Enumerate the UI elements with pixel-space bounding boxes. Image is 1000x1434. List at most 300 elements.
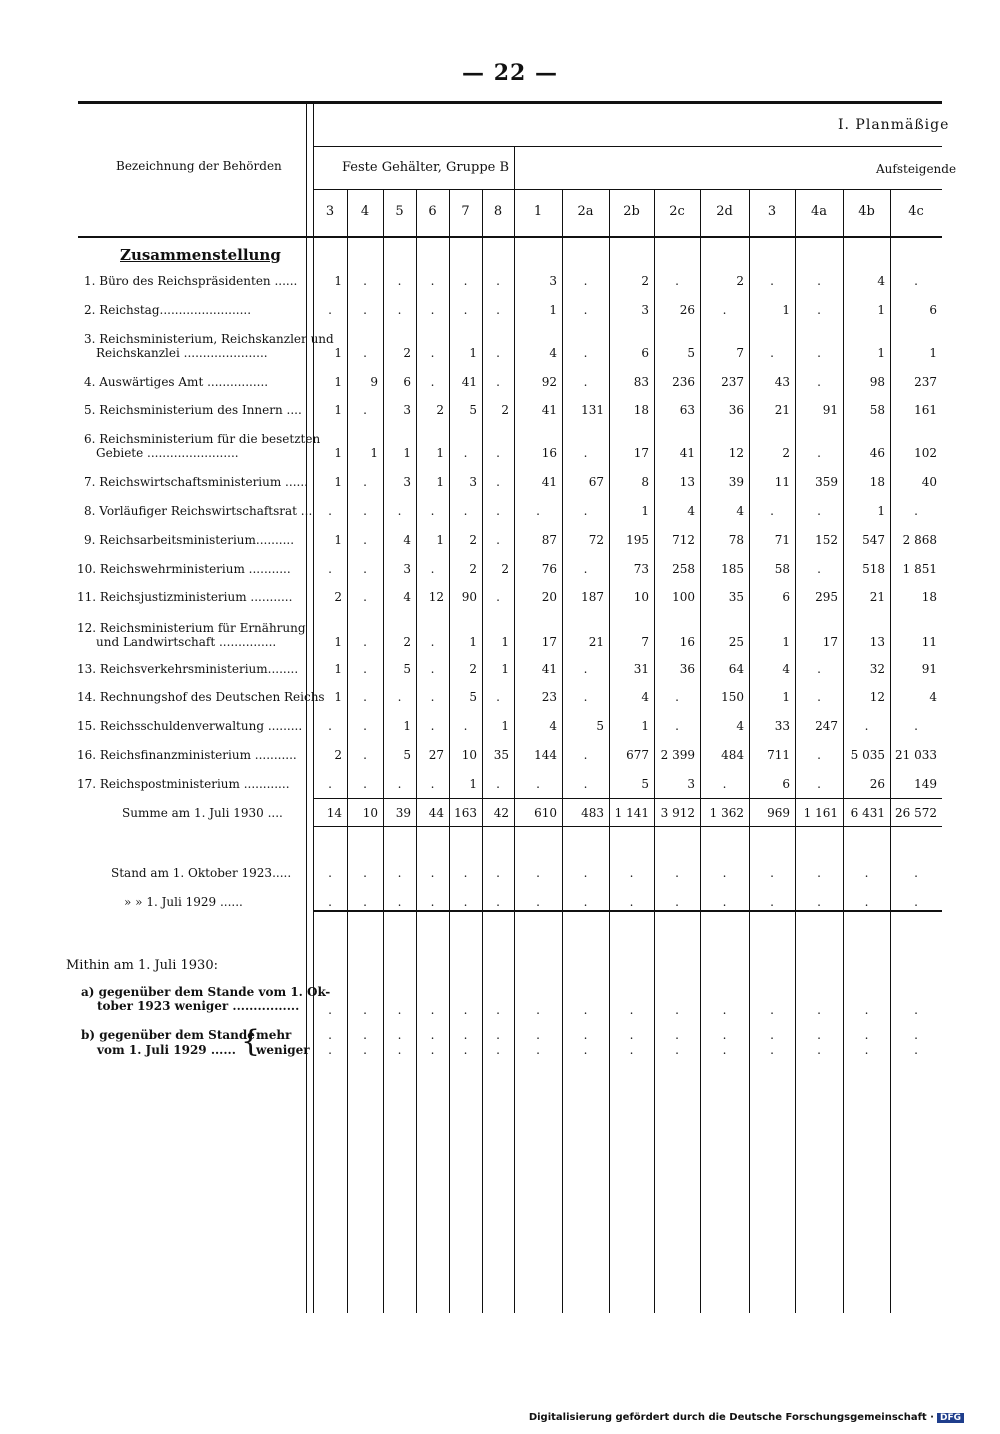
mithin-b-mehr-row-cell: . (864, 1028, 869, 1042)
stand-1929-row-cell: . (363, 895, 367, 909)
table-row-cell: 87 (541, 533, 557, 547)
stand-1929-row-cell: . (496, 895, 500, 909)
mithin-b-mehr-row-cell: . (397, 1028, 402, 1042)
table-row-cell: 1 (334, 375, 342, 389)
summe-row-cell: 6 431 (850, 806, 885, 820)
table-row-cell: 25 (728, 635, 744, 649)
table-row-cell: 6 (641, 346, 649, 360)
table-row-cell: 2 399 (660, 748, 695, 762)
table-row-cell: 152 (815, 533, 838, 547)
table-row-cell: . (430, 274, 435, 288)
table-row-cell: 21 033 (895, 748, 937, 762)
table-row-cell: . (496, 446, 500, 460)
table-row-cell: . (328, 562, 332, 576)
column-header: 3 (767, 204, 777, 219)
table-row-cell: . (583, 274, 588, 288)
mithin-a-row-cell: . (328, 1003, 332, 1017)
table-row-cell: . (363, 562, 367, 576)
table-row-cell: . (363, 748, 367, 762)
stand-1923-row-cell: . (363, 866, 367, 880)
table-row-cell: . (583, 346, 588, 360)
table-row-cell: . (397, 274, 402, 288)
table-row-cell: 16 (679, 635, 695, 649)
stand-1929-row-cell: . (675, 895, 679, 909)
column-header: 1 (533, 204, 543, 219)
table-row-cell: 7 (736, 346, 744, 360)
table-row-cell: 295 (815, 590, 838, 604)
column-header: 4a (810, 204, 828, 219)
table-row-cell: . (363, 274, 367, 288)
table-row-cell: . (817, 274, 821, 288)
table-row-cell: 41 (541, 403, 557, 417)
table-row-cell: 2 (782, 446, 790, 460)
table-row-cell: 41 (541, 475, 557, 489)
column-header: 2d (716, 204, 733, 219)
row-label: 4. Auswärtiges Amt ................ (84, 375, 269, 389)
summe-row-cell: 10 (362, 806, 378, 820)
stand-1923-row-cell: . (817, 866, 821, 880)
table-row-cell: . (363, 590, 367, 604)
table-row-cell: . (430, 662, 435, 676)
header-rule-1 (313, 146, 942, 147)
stand-1923-row-cell: . (722, 866, 727, 880)
table-row-cell: 27 (428, 748, 444, 762)
stand-1923-label: Stand am 1. Oktober 1923..... (111, 866, 292, 880)
mithin-a-label-2: tober 1923 weniger ................ (97, 999, 300, 1013)
label-column-header: Bezeichnung der Behörden (116, 159, 282, 173)
mithin-b-weniger-row-cell: . (536, 1043, 540, 1057)
table-row-cell: . (363, 635, 367, 649)
table-row-cell: 547 (862, 533, 885, 547)
mithin-a-row-cell: . (914, 1003, 918, 1017)
mithin-a-row-cell: . (864, 1003, 869, 1017)
table-row-cell: 161 (914, 403, 937, 417)
table-row-cell: 5 (596, 719, 604, 733)
header-rule-2 (313, 189, 942, 190)
table-row-cell: 4 (549, 719, 557, 733)
table-row-cell: 144 (534, 748, 557, 762)
mithin-a-row-cell: . (430, 1003, 435, 1017)
table-row-cell: 21 (774, 403, 790, 417)
table-row-cell: 1 851 (902, 562, 937, 576)
stand-1923-row-cell: . (397, 866, 402, 880)
table-row-cell: 1 (436, 533, 444, 547)
row-label: 10. Reichswehrministerium ........... (77, 562, 291, 576)
table-row-cell: . (914, 274, 918, 288)
row-label: 1. Büro des Reichspräsidenten ...... (84, 274, 298, 288)
table-row-cell: 185 (721, 562, 744, 576)
table-row-cell: . (430, 346, 435, 360)
table-row-cell: . (430, 303, 435, 317)
table-row-cell: 11 (774, 475, 790, 489)
table-row-cell: . (496, 375, 500, 389)
table-row-cell: 2 (403, 635, 411, 649)
table-row-cell: 9 (370, 375, 378, 389)
mithin-b-label-2: vom 1. Juli 1929 ...... (97, 1043, 236, 1057)
table-row-cell: 1 (782, 303, 790, 317)
table-row-cell: 131 (581, 403, 604, 417)
table-row-cell: 3 (687, 777, 695, 791)
table-row-cell: 1 (641, 719, 649, 733)
table-row-cell: 4 (641, 690, 649, 704)
table-row-cell: 2 (469, 662, 477, 676)
table-row-cell: 237 (914, 375, 937, 389)
column-header: 4 (360, 204, 370, 219)
stand-1923-row-cell: . (583, 866, 588, 880)
mithin-a-row-cell: . (629, 1003, 634, 1017)
stand-1929-row-cell: . (397, 895, 402, 909)
mithin-b-mehr-row-cell: . (536, 1028, 540, 1042)
stand-1923-row-cell: . (430, 866, 435, 880)
mithin-b-weniger-row-cell: . (722, 1043, 727, 1057)
mithin-a-row-cell: . (583, 1003, 588, 1017)
stand-1923-row-cell: . (536, 866, 540, 880)
zusammenstellung-title: Zusammenstellung (120, 246, 281, 264)
column-header: 3 (325, 204, 335, 219)
table-row-cell: 187 (581, 590, 604, 604)
column-header: 4c (908, 204, 924, 219)
row-label: 5. Reichsministerium des Innern .... (84, 403, 302, 417)
mithin-b-weniger-row-cell: . (817, 1043, 821, 1057)
header-bottom-rule (78, 236, 942, 238)
table-row-cell: 1 (334, 403, 342, 417)
table-row-cell: 17 (541, 635, 557, 649)
table-row-cell: 76 (541, 562, 557, 576)
table-row-cell: 21 (869, 590, 885, 604)
summe-row-cell: 39 (395, 806, 411, 820)
table-row-cell: . (722, 303, 727, 317)
table-row-cell: 1 (782, 690, 790, 704)
table-row-cell: . (363, 690, 367, 704)
table-row-cell: 21 (588, 635, 604, 649)
table-row-cell: 13 (679, 475, 695, 489)
summe-row-cell: 14 (326, 806, 342, 820)
table-row-cell: . (328, 777, 332, 791)
table-row-cell: 1 (501, 719, 509, 733)
mithin-b-mehr-row-cell: . (914, 1028, 918, 1042)
table-row-cell: 2 (403, 346, 411, 360)
table-row-cell: 35 (493, 748, 509, 762)
summe-row-cell: 1 161 (803, 806, 838, 820)
table-row-cell: . (583, 662, 588, 676)
mithin-a-label-1: a) gegenüber dem Stande vom 1. Ok- (81, 985, 331, 999)
stand-1929-row-cell: . (536, 895, 540, 909)
stand-1929-row-cell: . (629, 895, 634, 909)
table-row-cell: 5 (641, 777, 649, 791)
mithin-b-weniger: weniger (256, 1043, 310, 1057)
table-row-cell: . (817, 375, 821, 389)
table-row-cell: . (675, 274, 679, 288)
table-row-cell: 6 (782, 590, 790, 604)
table-row-cell: . (583, 748, 588, 762)
table-row-cell: 4 (877, 274, 885, 288)
table-row-cell: 12 (869, 690, 885, 704)
table-row-cell: 83 (633, 375, 649, 389)
table-row-cell: 1 (334, 346, 342, 360)
table-row-cell: 31 (633, 662, 649, 676)
table-row-cell: . (817, 748, 821, 762)
table-row-cell: . (363, 662, 367, 676)
mithin-a-row-cell: . (722, 1003, 727, 1017)
mithin-a-row-cell: . (536, 1003, 540, 1017)
mithin-title: Mithin am 1. Juli 1930: (66, 958, 218, 973)
table-row-cell: 3 (403, 403, 411, 417)
group-rising-header: Aufsteigende (876, 162, 957, 176)
summe-row-cell: 3 912 (660, 806, 695, 820)
table-row-cell: 17 (633, 446, 649, 460)
table-row-cell: . (817, 562, 821, 576)
summe-row-cell: 1 141 (614, 806, 649, 820)
table-row-cell: 247 (815, 719, 838, 733)
table-row-cell: . (496, 690, 500, 704)
table-row-cell: . (397, 504, 402, 518)
row-label: 3. Reichsministerium, Reichskanzler und (84, 332, 334, 346)
column-header: 7 (461, 204, 470, 219)
table-row-cell: 2 (736, 274, 744, 288)
table-row-cell: 4 (403, 590, 411, 604)
table-row-cell: 1 (403, 719, 411, 733)
mithin-a-row-cell: . (817, 1003, 821, 1017)
row-label: 13. Reichsverkehrsministerium........ (77, 662, 299, 676)
table-row-cell: 4 (736, 719, 744, 733)
row-label: 8. Vorläufiger Reichswirtschaftsrat ... (84, 504, 313, 518)
table-row-cell: 6 (782, 777, 790, 791)
table-row-cell: 2 (469, 562, 477, 576)
table-row-cell: . (363, 777, 367, 791)
mithin-b-weniger-row-cell: . (864, 1043, 869, 1057)
table-row-cell: . (463, 719, 468, 733)
table-row-cell: 102 (914, 446, 937, 460)
table-row-cell: . (675, 690, 679, 704)
stand-1929-row-cell: . (722, 895, 727, 909)
mithin-b-weniger-row-cell: . (629, 1043, 634, 1057)
summe-bottom-rule (313, 826, 942, 827)
mithin-b-weniger-row-cell: . (397, 1043, 402, 1057)
summe-row-cell: 42 (493, 806, 509, 820)
table-row-cell: 195 (626, 533, 649, 547)
table-row-cell: 11 (921, 635, 937, 649)
table-row-cell: . (430, 719, 435, 733)
table-row-cell: 23 (541, 690, 557, 704)
table-row-cell: . (583, 375, 588, 389)
table-row-cell: 17 (822, 635, 838, 649)
table-row-cell: 67 (588, 475, 604, 489)
table-row-cell: . (463, 274, 468, 288)
table-row-cell: 2 (641, 274, 649, 288)
table-row-cell: 26 (679, 303, 695, 317)
stand-1929-row-cell: . (770, 895, 774, 909)
table-row-cell: 46 (869, 446, 885, 460)
table-row-cell: 1 (877, 346, 885, 360)
table-row-cell: 1 (334, 533, 342, 547)
column-header: 2a (577, 204, 594, 219)
table-row-cell: . (430, 504, 435, 518)
mithin-b-weniger-row-cell: . (463, 1043, 468, 1057)
row-label: und Landwirtschaft ............... (96, 635, 277, 649)
table-row-cell: 41 (541, 662, 557, 676)
table-row-cell: 484 (721, 748, 744, 762)
table-row-cell: 2 868 (902, 533, 937, 547)
mithin-b-mehr-row-cell: . (675, 1028, 679, 1042)
table-row-cell: . (914, 719, 918, 733)
table-row-cell: . (536, 777, 540, 791)
table-row-cell: . (770, 504, 774, 518)
stand-1923-row-cell: . (914, 866, 918, 880)
stand-1923-row-cell: . (463, 866, 468, 880)
table-row-cell: 1 (370, 446, 378, 460)
table-row-cell: 43 (774, 375, 790, 389)
table-row-cell: 18 (921, 590, 937, 604)
table-row-cell: 1 (501, 635, 509, 649)
table-row-cell: 40 (921, 475, 937, 489)
table-row-cell: 4 (687, 504, 695, 518)
top-rule (78, 101, 942, 104)
table-row-cell: 711 (767, 748, 790, 762)
summe-row-cell: 44 (428, 806, 444, 820)
table-row-cell: 71 (774, 533, 790, 547)
table-row-cell: 63 (679, 403, 695, 417)
table-row-cell: 1 (334, 446, 342, 460)
table-row-cell: . (397, 303, 402, 317)
row-label: 15. Reichsschuldenverwaltung ......... (77, 719, 303, 733)
mithin-b-mehr-row-cell: . (770, 1028, 774, 1042)
table-row-cell: 4 (549, 346, 557, 360)
mithin-b-weniger-row-cell: . (430, 1043, 435, 1057)
table-row-cell: . (496, 504, 500, 518)
table-row-cell: . (397, 777, 402, 791)
table-row-cell: 2 (334, 590, 342, 604)
mithin-b-mehr-row-cell: . (363, 1028, 367, 1042)
stand-1929-row-cell: . (914, 895, 918, 909)
table-row-cell: . (496, 475, 500, 489)
table-row-cell: 7 (641, 635, 649, 649)
column-header: 2b (623, 204, 640, 219)
table-row-cell: 3 (403, 562, 411, 576)
table-row-cell: . (328, 504, 332, 518)
table-row-cell: 91 (921, 662, 937, 676)
table-row-cell: . (583, 504, 588, 518)
table-row-cell: 58 (869, 403, 885, 417)
column-header: 2c (669, 204, 685, 219)
table-row-cell: . (363, 504, 367, 518)
stand-1923-row-cell: . (675, 866, 679, 880)
table-row-cell: . (430, 562, 435, 576)
row-label: 11. Reichsjustizministerium ........... (77, 590, 293, 604)
table-row-cell: 1 (469, 346, 477, 360)
table-row-cell: . (430, 635, 435, 649)
table-row-cell: 35 (728, 590, 744, 604)
table-row-cell: 16 (541, 446, 557, 460)
table-row-cell: 150 (721, 690, 744, 704)
table-row-cell: . (583, 777, 588, 791)
table-row-cell: . (583, 303, 588, 317)
table-row-cell: 1 (877, 303, 885, 317)
table-row-cell: . (363, 403, 367, 417)
table-row-cell: 5 035 (850, 748, 885, 762)
table-row-cell: 2 (334, 748, 342, 762)
table-row-cell: 41 (461, 375, 477, 389)
mithin-b-weniger-row-cell: . (770, 1043, 774, 1057)
table-row-cell: 1 (469, 777, 477, 791)
table-row-cell: 3 (403, 475, 411, 489)
table-row-cell: . (817, 662, 821, 676)
table-row-cell: 5 (687, 346, 695, 360)
column-header: 5 (395, 204, 404, 219)
stand-bottom-rule (313, 910, 942, 912)
column-header: 4b (858, 204, 875, 219)
table-row-cell: . (363, 475, 367, 489)
footer-credit (529, 1412, 964, 1423)
summe-row-cell: 610 (534, 806, 557, 820)
stand-1929-row-cell: . (463, 895, 468, 909)
table-row-cell: 39 (728, 475, 744, 489)
stand-1923-row-cell: . (496, 866, 500, 880)
stand-1923-row-cell: . (629, 866, 634, 880)
mithin-b-mehr-row-cell: . (430, 1028, 435, 1042)
mithin-b-weniger-row-cell: . (328, 1043, 332, 1057)
mithin-a-row-cell: . (496, 1003, 500, 1017)
table-row-cell: 518 (862, 562, 885, 576)
mithin-a-row-cell: . (397, 1003, 402, 1017)
table-row-cell: 2 (469, 533, 477, 547)
stand-1923-row-cell: . (770, 866, 774, 880)
table-row-cell: 1 (436, 475, 444, 489)
table-row-cell: . (463, 303, 468, 317)
table-row-cell: 72 (588, 533, 604, 547)
mithin-b-weniger-row-cell: . (583, 1043, 588, 1057)
table-row-cell: 3 (549, 274, 557, 288)
table-row-cell: 6 (929, 303, 937, 317)
row-label: Reichskanzlei ...................... (96, 346, 268, 360)
table-row-cell: . (496, 777, 500, 791)
table-row-cell: 677 (626, 748, 649, 762)
summe-row-cell: 1 362 (709, 806, 744, 820)
table-row-cell: . (770, 274, 774, 288)
table-row-cell: 13 (869, 635, 885, 649)
stand-1923-row-cell: . (864, 866, 869, 880)
table-row-cell: 237 (721, 375, 744, 389)
table-row-cell: 4 (782, 662, 790, 676)
footer-text: Digitalisierung gefördert durch die Deutsche Forschungsgemeinschaft · (528, 1412, 934, 1423)
table-row-cell: 5 (469, 403, 477, 417)
row-label: 9. Reichsarbeitsministerium.......... (84, 533, 295, 547)
table-row-cell: 20 (541, 590, 557, 604)
table-row-cell: 712 (672, 533, 695, 547)
summe-row-cell: 163 (454, 806, 477, 820)
column-header: 8 (493, 204, 503, 219)
table-row-cell: 1 (334, 274, 342, 288)
table-row-cell: 1 (436, 446, 444, 460)
table-row-cell: 12 (428, 590, 444, 604)
table-row-cell: 3 (469, 475, 477, 489)
mithin-b-mehr-row-cell: . (817, 1028, 821, 1042)
mithin-b-mehr-row-cell: . (583, 1028, 588, 1042)
table-row-cell: 1 (782, 635, 790, 649)
table-row-cell: . (817, 346, 821, 360)
mithin-b-mehr-row-cell: . (496, 1028, 500, 1042)
mithin-b-label-1: b) gegenüber dem Stande (81, 1028, 255, 1042)
table-row-cell: 41 (679, 446, 695, 460)
table-row-cell: 100 (672, 590, 695, 604)
table-row-cell: 58 (774, 562, 790, 576)
row-label: 14. Rechnungshof des Deutschen Reichs (77, 690, 325, 704)
table-row-cell: 258 (672, 562, 695, 576)
dfg-logo: DFG (937, 1413, 964, 1423)
table-row-cell: 1 (877, 504, 885, 518)
table-row-cell: 8 (641, 475, 649, 489)
mithin-b-weniger-row-cell: . (675, 1043, 679, 1057)
row-label: 16. Reichsfinanzministerium ........... (77, 748, 297, 762)
